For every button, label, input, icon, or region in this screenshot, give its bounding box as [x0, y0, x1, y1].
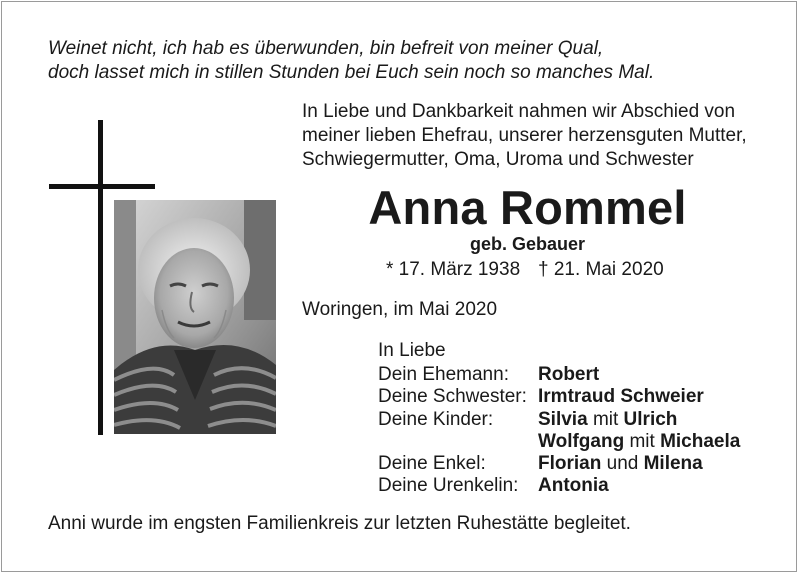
poem-line-1: Weinet nicht, ich hab es überwunden, bin befreit von meiner Qual, [48, 38, 604, 59]
relation-label-empty [378, 431, 538, 453]
family-row [378, 453, 740, 475]
family-row [378, 409, 740, 431]
relative-name: Florian [538, 453, 602, 475]
maiden-name: geb. Gebauer [469, 234, 586, 254]
death-date: † 21. Mai 2020 [538, 259, 664, 280]
family-row [378, 386, 740, 408]
relation-label: Deine Urenkelin: [378, 475, 519, 497]
in-love-label: In Liebe [378, 340, 446, 361]
relation-label: Deine Enkel: [378, 453, 486, 475]
cross-icon [98, 120, 103, 435]
relative-name: Michaela [660, 430, 741, 452]
intro-line-3: Schwiegermutter, Oma, Uroma und Schwester [302, 149, 694, 170]
place-date: Woringen, im Mai 2020 [302, 299, 498, 320]
relative-name: Robert [538, 364, 600, 385]
intro-text [302, 100, 747, 172]
relative-name: Antonia [538, 475, 609, 497]
relation-label: Deine Schwester: [378, 386, 527, 408]
cross-icon-bar [49, 184, 155, 189]
relative-name: Wolfgang [538, 430, 625, 452]
family-row [378, 431, 740, 453]
relative-name: Irmtraud Schweier [538, 386, 704, 408]
intro-line-2: meiner lieben Ehefrau, unserer herzensguten Mutter, [302, 125, 747, 146]
relative-name: Ulrich [623, 408, 678, 430]
poem [48, 37, 768, 85]
relative-name: Milena [643, 453, 703, 475]
poem-line-2: doch lasset mich in stillen Stunden bei Euch sein noch so manches Mal. [48, 62, 655, 83]
connector-word: mit [629, 430, 655, 452]
closing-text: Anni wurde im engsten Familienkreis zur letzten Ruhestätte begleitet. [48, 513, 631, 534]
family-list [378, 364, 740, 498]
birth-date: * 17. März 1938 [386, 259, 521, 280]
family-row [378, 475, 740, 497]
relative-name: Silvia [538, 408, 588, 430]
relation-label: Dein Ehemann: [378, 364, 509, 385]
connector-word: und [606, 453, 639, 475]
connector-word: mit [592, 408, 619, 430]
family-row [378, 364, 740, 386]
life-dates [386, 258, 664, 282]
deceased-name: Anna Rommel [368, 181, 687, 234]
portrait-photo [114, 200, 276, 434]
relation-label: Deine Kinder: [378, 408, 494, 430]
intro-line-1: In Liebe und Dankbarkeit nahmen wir Abschied von [302, 101, 736, 122]
